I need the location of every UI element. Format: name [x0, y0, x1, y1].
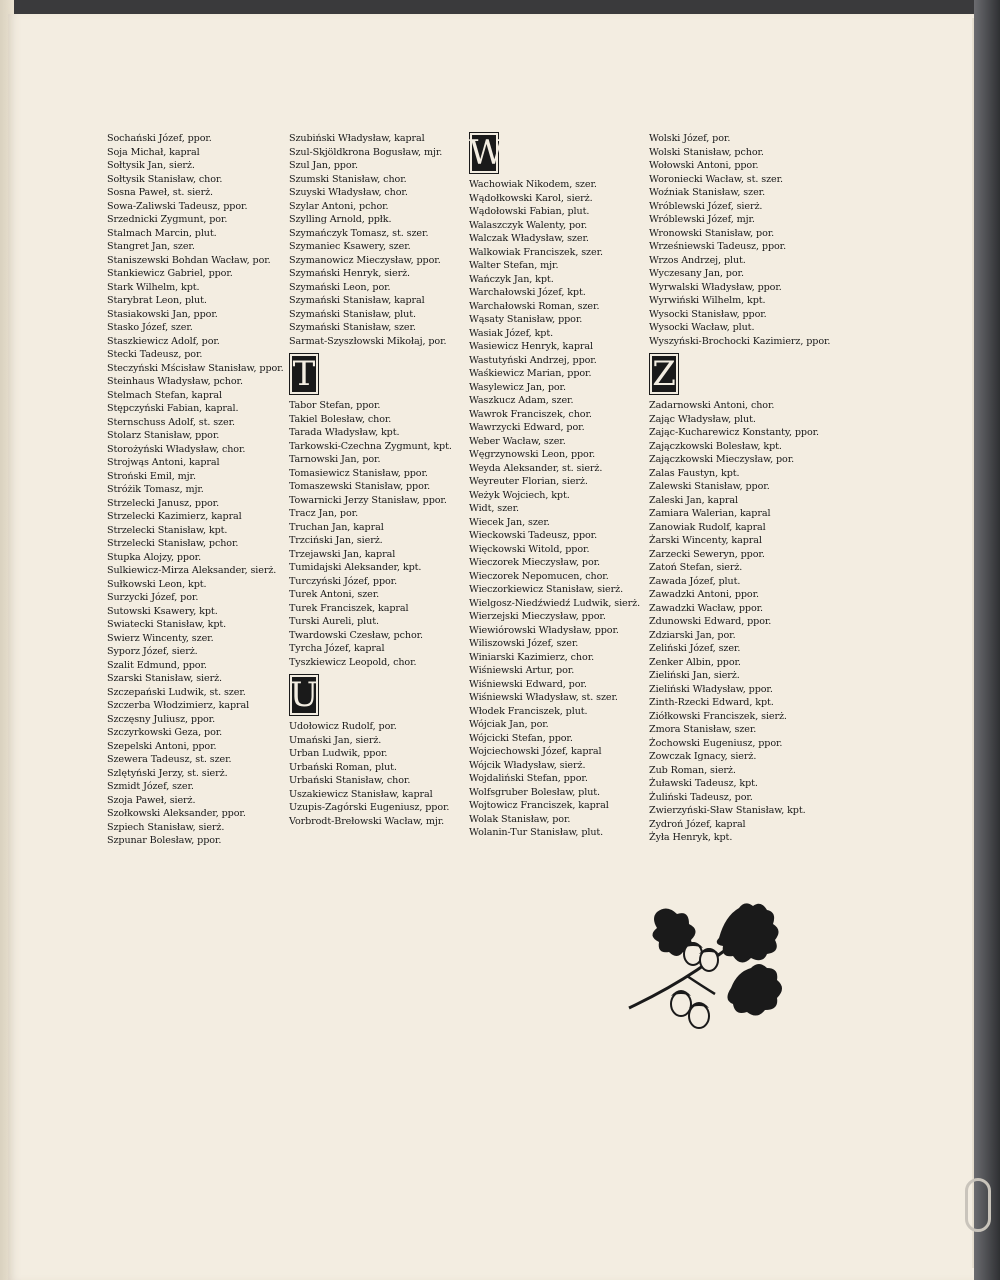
name-entry: Wańczyk Jan, kpt.: [469, 273, 554, 285]
name-entry: Tracz Jan, por.: [289, 508, 359, 519]
name-entry: Szubiński Władysław, kapral: [289, 133, 425, 144]
name-entry: Szoja Paweł, sierż.: [107, 794, 196, 806]
name-column-4: [649, 132, 849, 845]
name-entry: Zawada Józef, plut.: [649, 575, 741, 587]
name-entry: Szylar Antoni, pchor.: [289, 200, 389, 212]
name-entry: Szczerba Włodzimierz, kapral: [107, 700, 250, 711]
name-entry: Wasylewicz Jan, por.: [469, 381, 566, 393]
name-entry: Szymanowicz Mieczysław, ppor.: [289, 254, 441, 266]
name-column-1: [107, 132, 307, 848]
name-entry: Walczak Władysław, szer.: [469, 233, 589, 244]
name-entry: Zanowiak Rudolf, kapral: [649, 521, 766, 533]
name-entry: Wawrzycki Edward, por.: [469, 422, 585, 433]
name-entry: Takiel Bolesław, chor.: [289, 413, 392, 425]
name-entry: Strzelecki Janusz, ppor.: [107, 497, 220, 509]
name-entry: Szalit Edmund, ppor.: [107, 659, 207, 671]
name-entry: Uszakiewicz Stanisław, kapral: [289, 788, 433, 800]
name-entry: Szewera Tadeusz, st. szer.: [107, 754, 232, 765]
name-entry: Wójcicki Stefan, ppor.: [469, 732, 573, 744]
name-entry: Stępczyński Fabian, kapral.: [107, 403, 239, 414]
name-entry: Steinhaus Władysław, pchor.: [107, 376, 243, 387]
name-entry: Urbański Roman, plut.: [289, 761, 397, 773]
name-entry: Żuliński Tadeusz, por.: [649, 791, 753, 803]
name-entry: Wawrok Franciszek, chor.: [469, 408, 592, 420]
name-entry: Stalmach Marcin, plut.: [107, 227, 217, 239]
name-entry: Sarmat-Szyszłowski Mikołaj, por.: [289, 335, 447, 347]
name-entry: Wielgosz-Niedźwiedź Ludwik, sierż.: [469, 597, 641, 609]
name-entry: Urbański Stanisław, chor.: [289, 775, 411, 786]
name-entry: Wieczorkiewicz Stanisław, sierż.: [469, 584, 624, 595]
name-entry: Walter Stefan, mjr.: [469, 260, 559, 271]
name-entry: Wróblewski Józef, mjr.: [649, 214, 755, 225]
name-entry: Srzednicki Zygmunt, por.: [107, 214, 228, 225]
name-entry: Soja Michał, kapral: [107, 146, 200, 158]
name-entry: Wąsaty Stanisław, ppor.: [469, 314, 583, 325]
name-entry: Stupka Alojzy, ppor.: [107, 551, 202, 563]
name-entry: Zalewski Stanisław, ppor.: [649, 481, 770, 492]
section-initial-u: U: [289, 675, 319, 715]
name-entry: Stankiewicz Gabriel, ppor.: [107, 268, 233, 279]
name-entry: Zajączkowski Mieczysław, por.: [649, 454, 795, 465]
name-entry: Zając-Kucharewicz Konstanty, ppor.: [649, 427, 820, 438]
name-entry: Wyczesany Jan, por.: [649, 268, 744, 279]
name-entry: Waśkiewicz Marian, ppor.: [469, 368, 592, 379]
name-entry: Ziółkowski Franciszek, sierż.: [649, 710, 787, 722]
name-entry: Zmora Stanisław, szer.: [649, 724, 757, 735]
name-entry: Tarada Władysław, kpt.: [289, 427, 400, 438]
name-entry: Umański Jan, sierż.: [289, 734, 382, 746]
name-entry: Zdunowski Edward, ppor.: [649, 616, 772, 627]
name-entry: Urban Ludwik, ppor.: [289, 748, 388, 759]
name-entry: Stark Wilhelm, kpt.: [107, 281, 200, 293]
section-initial-z: Z: [649, 353, 679, 395]
name-entry: Zowczak Ignacy, sierż.: [649, 751, 757, 762]
name-entry: Wronowski Stanisław, por.: [649, 227, 775, 239]
name-entry: Walaszczyk Walenty, por.: [469, 219, 588, 231]
name-entry: Woźniak Stanisław, szer.: [649, 187, 766, 198]
name-column-3: [469, 132, 669, 840]
name-entry: Tarkowski-Czechna Zygmunt, kpt.: [289, 440, 452, 452]
name-entry: Trzciński Jan, sierż.: [289, 535, 383, 546]
name-entry: Wyrwiński Wilhelm, kpt.: [649, 295, 766, 306]
name-entry: Wiśniewski Edward, por.: [469, 678, 587, 690]
name-entry: Wołowski Antoni, ppor.: [649, 160, 759, 171]
name-entry: Stasko Józef, szer.: [107, 322, 193, 333]
name-entry: Wojtowicz Franciszek, kapral: [469, 800, 609, 811]
name-entry: Waszkucz Adam, szer.: [469, 395, 574, 406]
name-entry: Tabor Stefan, ppor.: [289, 400, 381, 411]
name-entry: Szymański Stanisław, szer.: [289, 322, 416, 333]
name-entry: Zydroń Józef, kapral: [649, 818, 746, 830]
name-entry: Wieckowski Tadeusz, ppor.: [469, 530, 598, 541]
name-entry: Stasiakowski Jan, ppor.: [107, 308, 218, 320]
name-entry: Zeliński Józef, szer.: [649, 643, 741, 654]
name-entry: Zwierzyński-Sław Stanisław, kpt.: [649, 805, 806, 816]
name-entry: Warchałowski Roman, szer.: [469, 300, 600, 312]
name-entry: Starybrat Leon, plut.: [107, 295, 207, 306]
name-entry: Syporz Józef, sierż.: [107, 646, 198, 657]
oak-leaves-acorns-icon: [627, 898, 787, 1038]
name-entry: Wądołowski Fabian, plut.: [469, 206, 590, 217]
name-entry: Steczyński Mścisław Stanisław, ppor.: [107, 362, 284, 374]
name-entry: Zinth-Rzecki Edward, kpt.: [649, 697, 774, 708]
name-entry: Wolanin-Tur Stanisław, plut.: [469, 827, 604, 838]
name-entry: Zatoń Stefan, sierż.: [649, 562, 743, 573]
name-entry: Wiewiórowski Władysław, ppor.: [469, 624, 619, 636]
name-entry: Sosna Paweł, st. sierż.: [107, 187, 213, 198]
name-entry: Wolfsgruber Bolesław, plut.: [469, 786, 600, 798]
name-entry: Stelmach Stefan, kapral: [107, 389, 222, 401]
name-entry: Zając Władysław, plut.: [649, 413, 756, 425]
name-entry: Udołowicz Rudolf, por.: [289, 721, 397, 732]
name-entry: Więckowski Witold, ppor.: [469, 543, 590, 555]
name-entry: Wieczorek Nepomucen, chor.: [469, 570, 609, 582]
name-entry: Wysocki Wacław, plut.: [649, 322, 755, 333]
name-entry: Swierz Wincenty, szer.: [107, 632, 214, 644]
name-entry: Surzycki Józef, por.: [107, 592, 199, 603]
name-entry: Sołtysik Jan, sierż.: [107, 160, 195, 171]
name-entry: Szylling Arnold, ppłk.: [289, 214, 392, 225]
name-entry: Zarzecki Seweryn, ppor.: [649, 548, 765, 560]
name-entry: Zdziarski Jan, por.: [649, 629, 736, 641]
name-entry: Zamiara Walerian, kapral: [649, 508, 771, 519]
name-entry: Wojdaliński Stefan, ppor.: [469, 773, 588, 784]
name-entry: Walkowiak Franciszek, szer.: [469, 246, 603, 258]
name-entry: Wiśniewski Władysław, st. szer.: [469, 692, 618, 703]
name-entry: Turski Aureli, plut.: [289, 616, 379, 627]
name-entry: Wastutyński Andrzej, ppor.: [469, 354, 597, 366]
name-entry: Szuyski Władysław, chor.: [289, 187, 408, 198]
name-entry: Truchan Jan, kapral: [289, 521, 384, 533]
name-entry: Strzelecki Stanisław, kpt.: [107, 524, 228, 536]
name-entry: Staniszewski Bohdan Wacław, por.: [107, 254, 271, 266]
name-entry: Wolski Stanisław, pchor.: [649, 146, 764, 158]
name-entry: Wolak Stanisław, por.: [469, 813, 571, 825]
name-entry: Sutowski Ksawery, kpt.: [107, 605, 218, 617]
name-entry: Szymański Henryk, sierż.: [289, 268, 410, 279]
section-initial-t: T: [289, 353, 319, 395]
name-entry: Wierzejski Mieczysław, ppor.: [469, 611, 606, 622]
name-entry: Szymański Stanisław, plut.: [289, 308, 416, 320]
name-entry: Szpunar Bolesław, ppor.: [107, 835, 222, 846]
name-entry: Zub Roman, sierż.: [649, 764, 736, 776]
name-entry: Tyrcha Józef, kapral: [289, 643, 385, 654]
name-entry: Stecki Tadeusz, por.: [107, 349, 203, 360]
name-entry: Tarnowski Jan, por.: [289, 454, 381, 465]
name-entry: Strzelecki Kazimierz, kapral: [107, 511, 242, 522]
name-entry: Swiatecki Stanisław, kpt.: [107, 619, 227, 630]
name-entry: Zajączkowski Bolesław, kpt.: [649, 440, 782, 452]
name-entry: Szarski Stanisław, sierż.: [107, 673, 222, 684]
name-entry: Weyreuter Florian, sierż.: [469, 476, 588, 487]
name-entry: Wachowiak Nikodem, szer.: [469, 179, 597, 190]
name-entry: Storożyński Władysław, chor.: [107, 443, 246, 455]
name-entry: Sternschuss Adolf, st. szer.: [107, 416, 235, 428]
name-entry: Szymańczyk Tomasz, st. szer.: [289, 227, 429, 239]
name-entry: Szczyrkowski Geza, por.: [107, 727, 223, 738]
name-entry: Węgrzynowski Leon, ppor.: [469, 449, 596, 460]
name-entry: Turek Franciszek, kapral: [289, 602, 409, 614]
name-entry: Żarski Wincenty, kapral: [649, 535, 762, 546]
name-entry: Wolski Józef, por.: [649, 133, 731, 144]
name-entry: Weber Wacław, szer.: [469, 435, 566, 447]
name-entry: Zawadzki Antoni, ppor.: [649, 589, 759, 600]
section-initial-w: W: [469, 133, 504, 173]
name-entry: Weyda Aleksander, st. sierż.: [469, 462, 603, 474]
name-entry: Wyrwalski Władysław, ppor.: [649, 281, 782, 293]
name-entry: Wysocki Stanisław, ppor.: [649, 308, 767, 320]
name-entry: Wasiewicz Henryk, kapral: [469, 341, 593, 352]
name-entry: Towarnicki Jerzy Stanisław, ppor.: [289, 494, 447, 506]
name-entry: Wojciechowski Józef, kapral: [469, 746, 602, 757]
name-entry: Zenker Albin, ppor.: [649, 656, 741, 668]
name-entry: Wrzos Andrzej, plut.: [649, 254, 746, 266]
name-entry: Szumski Stanisław, chor.: [289, 173, 407, 185]
name-entry: Sołtysik Stanisław, chor.: [107, 173, 223, 185]
name-entry: Stroński Emil, mjr.: [107, 470, 196, 482]
name-entry: Wiecek Jan, szer.: [469, 516, 550, 528]
name-entry: Tomasiewicz Stanisław, ppor.: [289, 467, 428, 479]
name-entry: Woroniecki Wacław, st. szer.: [649, 173, 784, 185]
name-entry: Szlętyński Jerzy, st. sierż.: [107, 767, 228, 779]
name-entry: Zalas Faustyn, kpt.: [649, 467, 740, 479]
name-entry: Szczepański Ludwik, st. szer.: [107, 686, 246, 698]
name-entry: Wójcik Władysław, sierż.: [469, 759, 586, 771]
name-entry: Wiliszowski Józef, szer.: [469, 638, 579, 649]
name-entry: Warchałowski Józef, kpt.: [469, 287, 586, 298]
name-entry: Sochański Józef, ppor.: [107, 133, 212, 144]
name-entry: Wasiak Józef, kpt.: [469, 327, 554, 339]
name-entry: Vorbrodt-Brełowski Wacław, mjr.: [289, 815, 445, 827]
name-entry: Sułkowski Leon, kpt.: [107, 578, 207, 590]
name-entry: Tomaszewski Stanisław, ppor.: [289, 481, 431, 492]
name-entry: Wrześniewski Tadeusz, ppor.: [649, 241, 787, 252]
name-entry: Weżyk Wojciech, kpt.: [469, 489, 570, 501]
name-entry: Włodek Franciszek, plut.: [469, 705, 588, 717]
name-entry: Szymaniec Ksawery, szer.: [289, 241, 411, 252]
book-cover-right: [974, 0, 1000, 1280]
name-entry: Wójciak Jan, por.: [469, 719, 549, 730]
name-entry: Żuławski Tadeusz, kpt.: [649, 778, 758, 789]
name-entry: Stolarz Stanisław, ppor.: [107, 430, 220, 441]
name-entry: Turek Antoni, szer.: [289, 589, 380, 600]
name-entry: Wieczorek Mieczysław, por.: [469, 557, 601, 568]
name-entry: Zieliński Władysław, ppor.: [649, 683, 773, 695]
name-entry: Szołkowski Aleksander, ppor.: [107, 808, 246, 819]
name-entry: Sowa-Zaliwski Tadeusz, ppor.: [107, 200, 248, 212]
name-entry: Strojwąs Antoni, kapral: [107, 457, 220, 468]
name-entry: Twardowski Czesław, pchor.: [289, 629, 424, 641]
name-entry: Stróżik Tomasz, mjr.: [107, 484, 204, 495]
name-entry: Szul-Skjöldkrona Bogusław, mjr.: [289, 146, 443, 158]
name-entry: Tyszkiewicz Leopold, chor.: [289, 656, 417, 668]
name-entry: Stangret Jan, szer.: [107, 241, 195, 252]
name-column-2: [289, 132, 489, 828]
name-entry: Winiarski Kazimierz, chor.: [469, 651, 595, 663]
name-entry: Szepelski Antoni, ppor.: [107, 740, 217, 752]
name-entry: Żyła Henryk, kpt.: [649, 832, 733, 843]
name-entry: Zaleski Jan, kapral: [649, 494, 738, 506]
name-entry: Szymański Leon, por.: [289, 281, 391, 293]
name-entry: Szpiech Stanisław, sierż.: [107, 821, 225, 833]
name-entry: Szczęsny Juliusz, ppor.: [107, 713, 216, 725]
name-entry: Staszkiewicz Adolf, por.: [107, 335, 220, 347]
name-entry: Uzupis-Zagórski Eugeniusz, ppor.: [289, 802, 450, 813]
name-entry: Zadarnowski Antoni, chor.: [649, 400, 775, 411]
name-entry: Wróblewski Józef, sierż.: [649, 200, 763, 212]
name-entry: Zawadzki Wacław, ppor.: [649, 602, 764, 614]
name-entry: Szmidt Józef, szer.: [107, 781, 194, 792]
name-entry: Turczyński Józef, ppor.: [289, 575, 398, 587]
name-entry: Szymański Stanisław, kapral: [289, 295, 425, 306]
name-entry: Widt, szer.: [469, 503, 519, 514]
name-entry: Wądołkowski Karol, sierż.: [469, 192, 593, 204]
name-entry: Szul Jan, ppor.: [289, 160, 358, 171]
page-tab-ring: [965, 1178, 991, 1232]
name-entry: Sulkiewicz-Mirza Aleksander, sierż.: [107, 565, 277, 576]
name-entry: Trzejawski Jan, kapral: [289, 548, 396, 560]
name-entry: Wiśniewski Artur, por.: [469, 665, 575, 676]
name-entry: Tumidajski Aleksander, kpt.: [289, 562, 422, 573]
name-entry: Wyszyński-Brochocki Kazimierz, ppor.: [649, 335, 831, 347]
name-entry: Żochowski Eugeniusz, ppor.: [649, 737, 783, 749]
name-entry: Zieliński Jan, sierż.: [649, 670, 740, 681]
name-entry: Strzelecki Stanisław, pchor.: [107, 538, 239, 549]
